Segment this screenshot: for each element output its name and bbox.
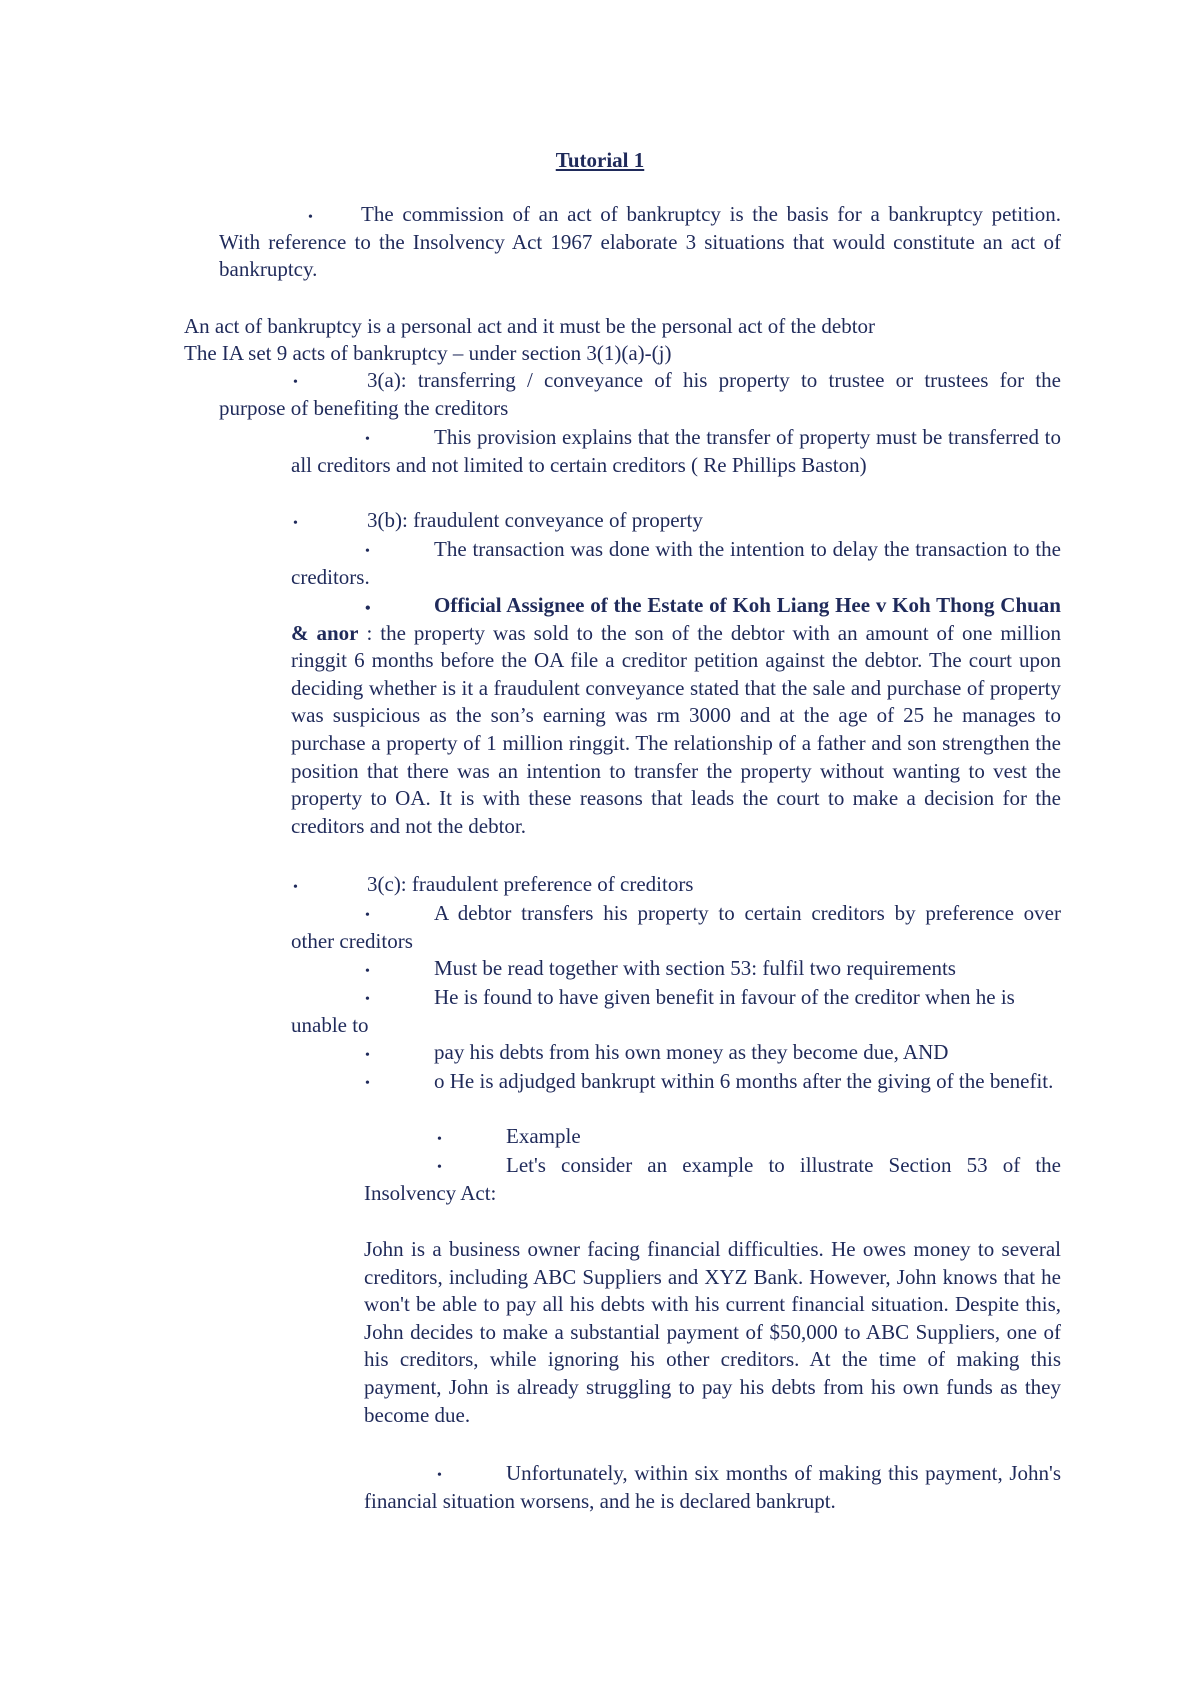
bullet: • bbox=[437, 1132, 442, 1147]
bullet: • bbox=[365, 1048, 370, 1063]
example-label: Example bbox=[506, 1124, 581, 1148]
bullet: • bbox=[293, 375, 298, 390]
intro-line-1: An act of bankruptcy is a personal act and it must be the personal act of the debtor bbox=[184, 314, 876, 338]
bullet: • bbox=[365, 992, 370, 1007]
bullet: • bbox=[293, 516, 298, 531]
s3c-point-3: He is found to have given benefit in favour of the creditor when he is unable to bbox=[291, 985, 1015, 1037]
s3c-point-1: A debtor transfers his property to certain creditors by preference over other creditors bbox=[291, 901, 1061, 953]
bullet: • bbox=[365, 432, 370, 447]
example-body: John is a business owner facing financial difficulties. He owes money to several creditors, including ABC Suppliers and XYZ Bank. However, John knows that he won't be able to pay all his debts with his current financial situation. Despite this, John decides to make a substantial payment of $50,000 to ABC Suppliers, one of his creditors, while ignoring his other creditors. At the time of making this payment, John is already struggling to pay his debts from his own funds as they become due. bbox=[364, 1237, 1061, 1427]
bullet: • bbox=[437, 1468, 442, 1483]
question-text: The commission of an act of bankruptcy is the basis for a bankruptcy petition. With reference to the Insolvency Act 1967 elaborate 3 situations that would constitute an act of bankruptcy. bbox=[219, 202, 1061, 282]
s3c-point-5: o He is adjudged bankrupt within 6 months after the giving of the benefit. bbox=[434, 1069, 1054, 1093]
s3c-heading: 3(c): fraudulent preference of creditors bbox=[367, 872, 694, 896]
s3b-case bbox=[291, 592, 1061, 840]
bullet: • bbox=[293, 880, 298, 895]
bullet: • bbox=[365, 908, 370, 923]
bullet: • bbox=[365, 964, 370, 979]
intro-line-2: The IA set 9 acts of bankruptcy – under section 3(1)(a)-(j) bbox=[184, 341, 672, 365]
case-name: Official Assignee of the Estate of Koh Liang Hee v Koh Thong Chuan & anor bbox=[291, 593, 1061, 645]
bullet: • bbox=[365, 1076, 370, 1091]
case-text: : the property was sold to the son of the debtor with an amount of one million ringgit 6 months before the OA file a creditor petition against the debtor. The court upon deciding whether is it a fraudulent conveyance stated that the sale and purchase of property was suspicious as the son’s earning was rm 3000 and at the age of 25 he manages to purchase a property of 1 million ringgit. The relationship of a father and son strengthen the position that there was an intention to transfer the property without wanting to vest the property to OA. It is with these reasons that leads the court to make a decision for the creditors and not the debtor. bbox=[291, 620, 1062, 838]
s3a-point: This provision explains that the transfer of property must be transferred to all creditors and not limited to certain creditors ( Re Phillips Baston) bbox=[291, 425, 1061, 477]
s3c-point-4: pay his debts from his own money as they become due, AND bbox=[434, 1040, 949, 1064]
bullet: • bbox=[437, 1160, 442, 1175]
s3b-heading: 3(b): fraudulent conveyance of property bbox=[367, 508, 703, 532]
s3b-point-1: The transaction was done with the intention to delay the transaction to the creditors. bbox=[291, 537, 1061, 589]
example-intro: Let's consider an example to illustrate Section 53 of the Insolvency Act: bbox=[364, 1153, 1061, 1205]
bullet: • bbox=[365, 600, 371, 617]
example-end: Unfortunately, within six months of making this payment, John's financial situation worsens, and he is declared bankrupt. bbox=[364, 1461, 1061, 1513]
bullet: • bbox=[308, 210, 313, 225]
bullet: • bbox=[365, 544, 370, 559]
s3a-heading: 3(a): transferring / conveyance of his property to trustee or trustees for the purpose of benefiting the creditors bbox=[219, 368, 1061, 420]
s3c-point-2: Must be read together with section 53: fulfil two requirements bbox=[434, 956, 956, 980]
page-title: Tutorial 1 bbox=[555, 148, 645, 172]
